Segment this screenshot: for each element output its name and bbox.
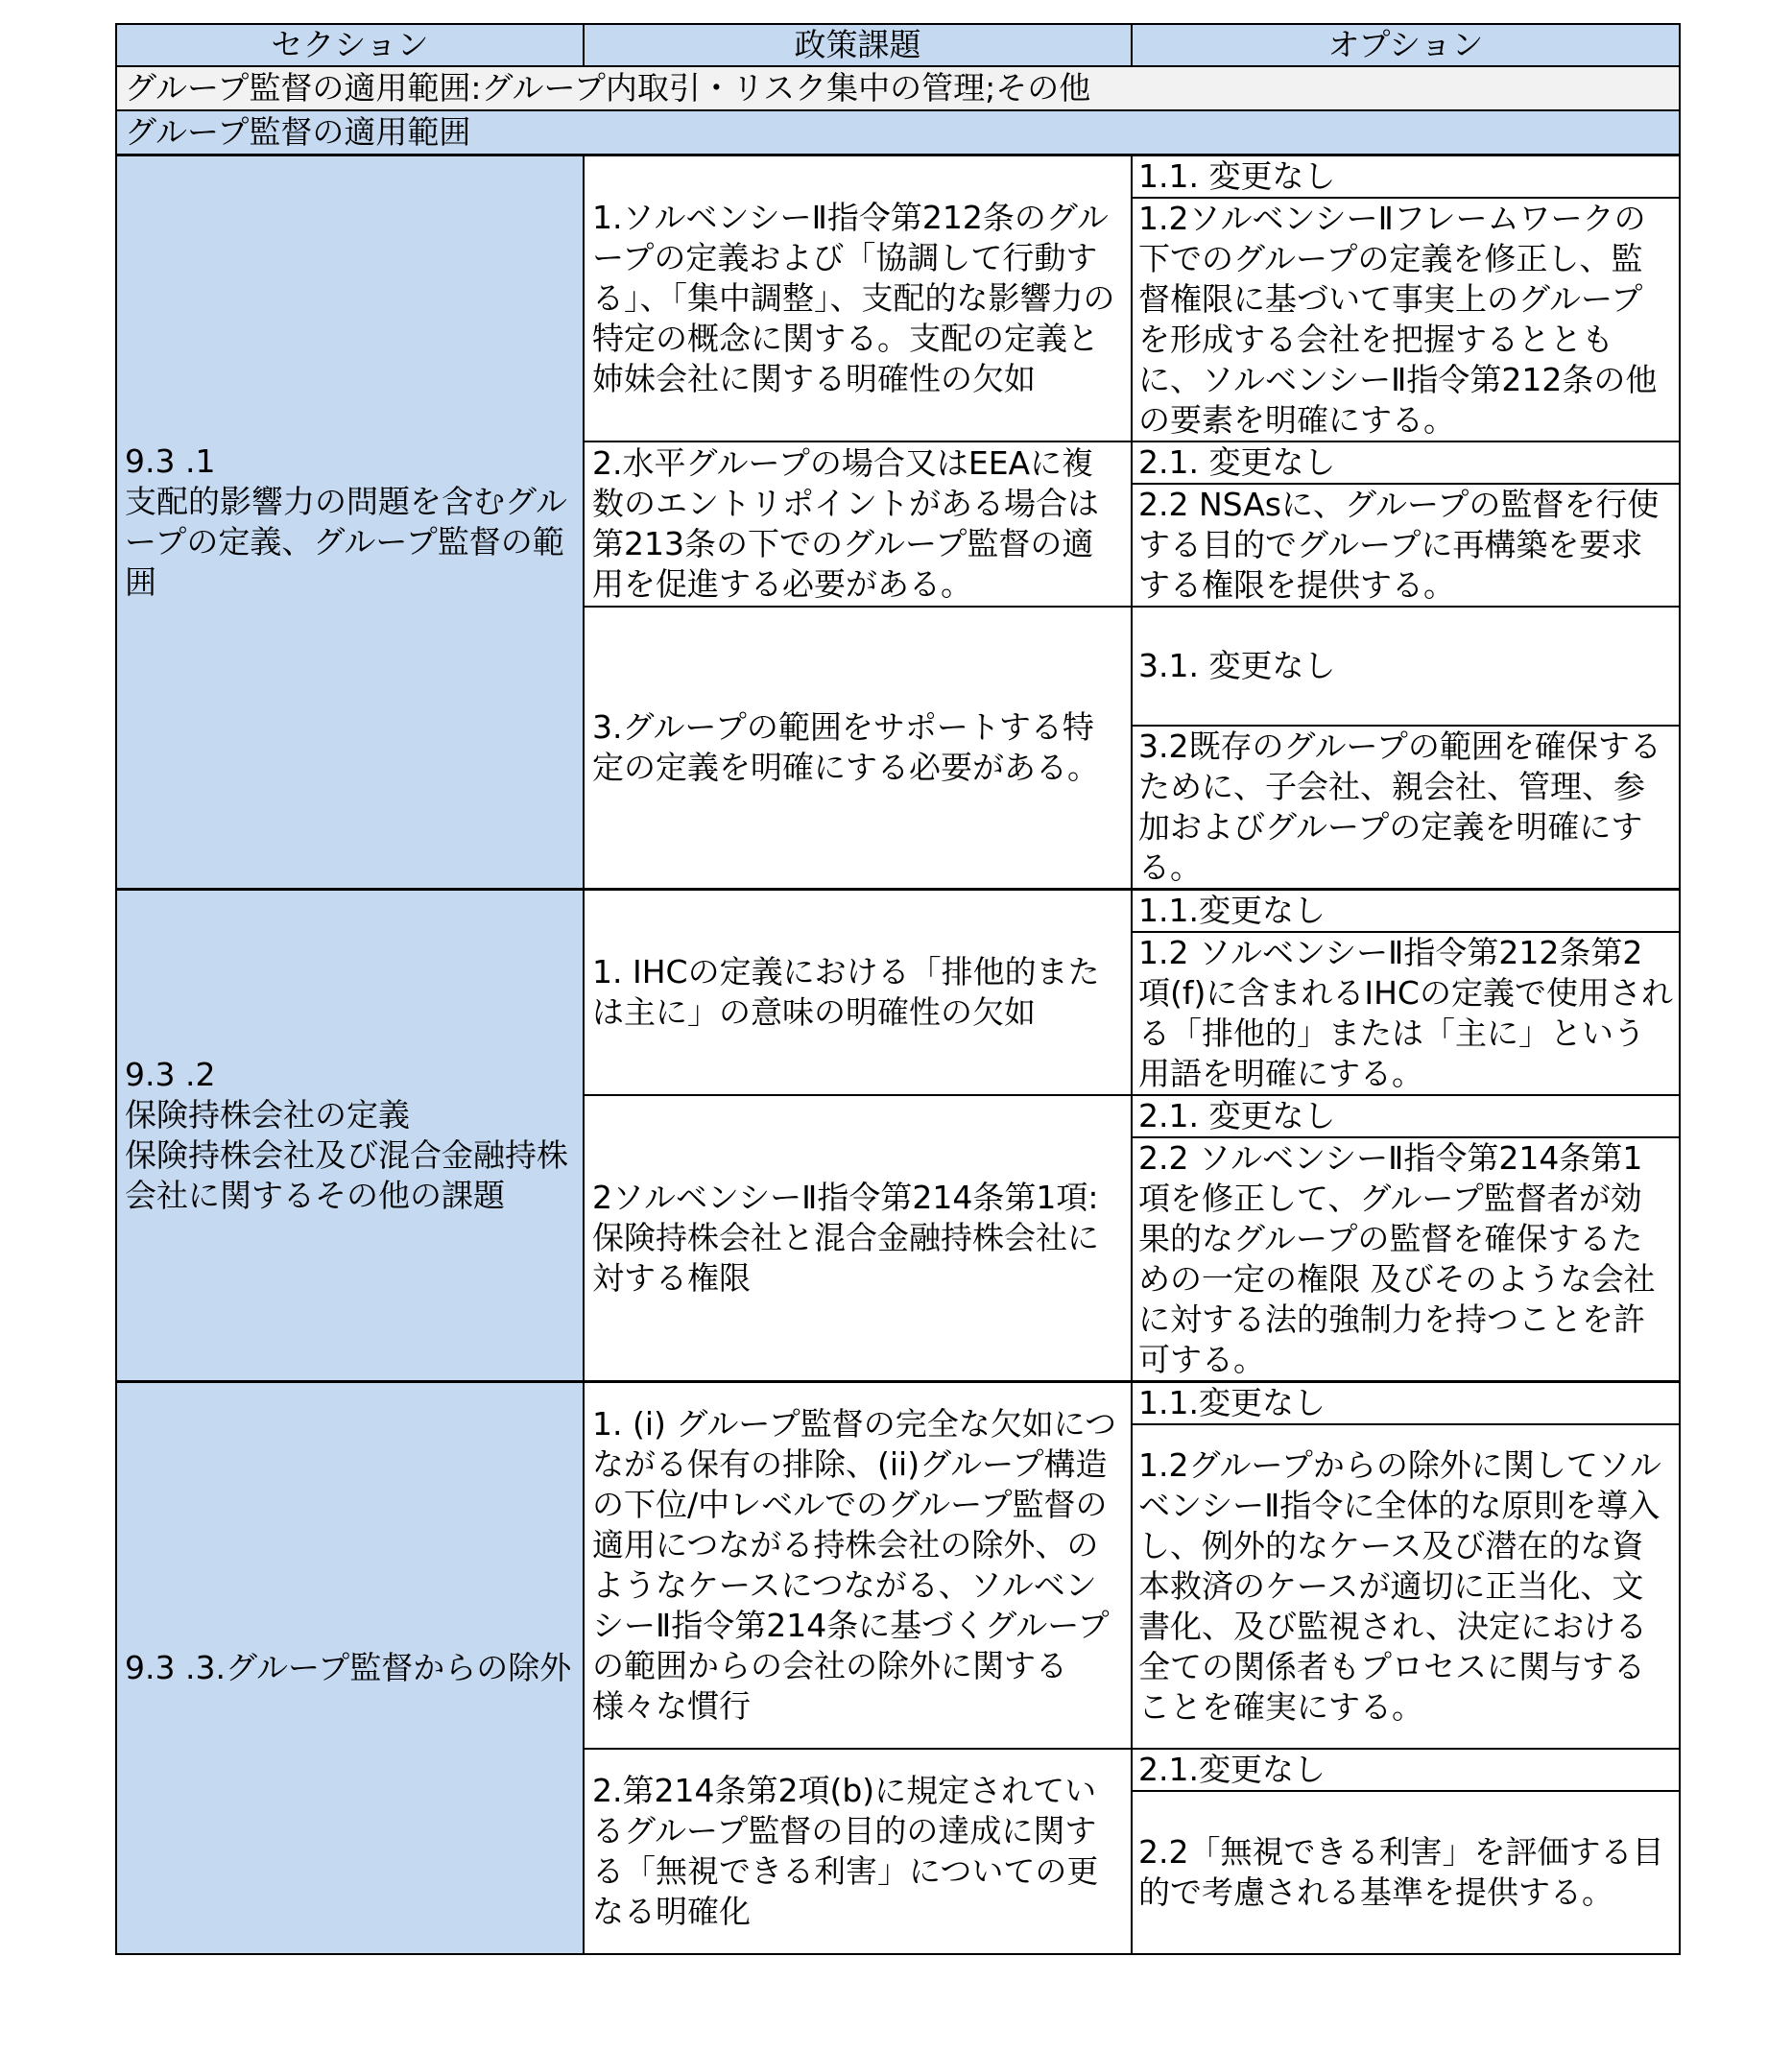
section-label: 9.3 .1 支配的影響力の問題を含むグループの定義、グループ監督の範囲 bbox=[125, 442, 568, 601]
issue-cell: 1.ソルベンシーⅡ指令第212条のグループの定義および「協調して行動する」、「集中調整」、支配的な影響力の特定の概念に関する。支配の定義と姉妹会社に関する明確性の欠如 bbox=[584, 155, 1132, 442]
option-cell: 2.1.変更なし bbox=[1132, 1749, 1680, 1791]
section-cell-9-3-3 bbox=[116, 1382, 584, 1955]
option-cell: 2.1. 変更なし bbox=[1132, 1095, 1680, 1137]
band-row-scope-full bbox=[116, 66, 1680, 110]
policy-table bbox=[115, 23, 1681, 1955]
option-cell: 2.2 NSAsに、グループの監督を行使する目的でグループに再構築を要求する権限を提供する。 bbox=[1132, 484, 1680, 607]
band-title-full: グループ監督の適用範囲:グループ内取引・リスク集中の管理;その他 bbox=[116, 66, 1680, 110]
band-title-scope: グループ監督の適用範囲 bbox=[116, 110, 1680, 155]
issue-cell: 1. (i) グループ監督の完全な欠如につながる保有の排除、(ii)グループ構造の下位/中レベルでのグループ監督の適用につながる持株会社の除外、のようなケースにつながる、ソルベンシーⅡ指令第214条に基づくグループの範囲からの会社の除外に関する様々な慣行 bbox=[584, 1382, 1132, 1750]
header-row bbox=[116, 24, 1680, 66]
issue-cell: 3.グループの範囲をサポートする特定の定義を明確にする必要がある。 bbox=[584, 607, 1132, 890]
header-section: セクション bbox=[116, 24, 584, 66]
option-cell: 1.1. 変更なし bbox=[1132, 155, 1680, 199]
option-cell: 1.2グループからの除外に関してソルベンシーⅡ指令に全体的な原則を導入し、例外的なケース及び潜在的な資本救済のケースが適切に正当化、文書化、及び監視され、決定における全ての関係者もプロセスに関与することを確実にする。 bbox=[1132, 1424, 1680, 1749]
option-cell: 1.2ソルベンシーⅡフレームワークの下でのグループの定義を修正し、監督権限に基づいて事実上のグループを形成する会社を把握するとともに、ソルベンシーⅡ指令第212条の他の要素を明確にする。 bbox=[1132, 198, 1680, 441]
band-row-scope bbox=[116, 110, 1680, 155]
table-row bbox=[116, 155, 1680, 199]
issue-cell: 1. IHCの定義における「排他的または主に」の意味の明確性の欠如 bbox=[584, 890, 1132, 1096]
header-option: オプション bbox=[1132, 24, 1680, 66]
option-cell: 3.1. 変更なし bbox=[1132, 607, 1680, 726]
table-row bbox=[116, 890, 1680, 933]
table-row bbox=[116, 1382, 1680, 1425]
option-cell: 1.1.変更なし bbox=[1132, 1382, 1680, 1425]
section-cell-9-3-2 bbox=[116, 890, 584, 1382]
option-cell: 2.2「無視できる利害」を評価する目的で考慮される基準を提供する。 bbox=[1132, 1791, 1680, 1954]
header-issue: 政策課題 bbox=[584, 24, 1132, 66]
section-label: 9.3 .3.グループ監督からの除外 bbox=[125, 1649, 572, 1686]
issue-cell: 2.第214条第2項(b)に規定されているグループ監督の目的の達成に関する「無視できる利害」についての更なる明確化 bbox=[584, 1749, 1132, 1954]
section-cell-9-3-1 bbox=[116, 155, 584, 890]
issue-cell: 2ソルベンシーⅡ指令第214条第1項: 保険持株会社と混合金融持株会社に対する権限 bbox=[584, 1095, 1132, 1382]
option-cell: 1.2 ソルベンシーⅡ指令第212条第2項(f)に含まれるIHCの定義で使用される「排他的」または「主に」という用語を明確にする。 bbox=[1132, 932, 1680, 1095]
option-cell: 2.1. 変更なし bbox=[1132, 441, 1680, 484]
issue-cell: 2.水平グループの場合又はEEAに複数のエントリポイントがある場合は第213条の下でのグループ監督の適用を促進する必要がある。 bbox=[584, 441, 1132, 607]
option-cell: 2.2 ソルベンシーⅡ指令第214条第1項を修正して、グループ監督者が効果的なグループの監督を確保するための一定の権限 及びそのような会社に対する法的強制力を持つことを許可する。 bbox=[1132, 1137, 1680, 1382]
option-cell: 3.2既存のグループの範囲を確保するために、子会社、親会社、管理、参加およびグループの定義を明確にする。 bbox=[1132, 726, 1680, 890]
option-cell: 1.1.変更なし bbox=[1132, 890, 1680, 933]
section-label: 9.3 .2 保険持株会社の定義 保険持株会社及び混合金融持株会社に関するその他の課題 bbox=[125, 1056, 568, 1214]
